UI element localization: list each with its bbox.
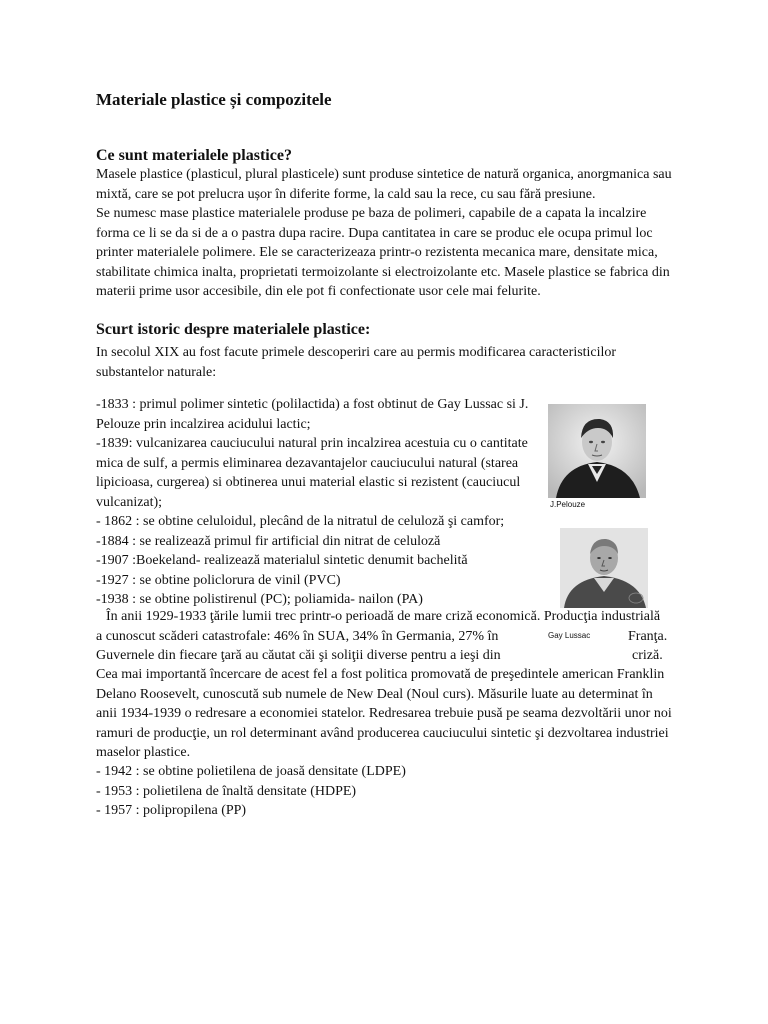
timeline-entry: -1927 : se obtine policlorura de vinil (PVC) [96, 572, 341, 588]
crisis-line-3-left: Guvernele din fiecare ţară au căutat căi şi soliţii diverse pentru a ieşi din [96, 648, 501, 663]
portrait-pelouze [548, 404, 646, 498]
later-timeline [96, 762, 676, 821]
section-heading-what-are-plastics: Ce sunt materialele plastice? [96, 147, 292, 164]
portrait-engraving-icon [548, 404, 646, 498]
crisis-paragraph-rest: Cea mai importantă încercare de acest fel a fost politica promovată de preşedintele american Franklin Delano Roosevelt, cunoscută sub numele de New Deal (Noul curs). Măsurile luate au determinat în anii 1934-1939 o redresare a economiei statelor. Redresarea trebuie pusă pe seama dezvoltării unor noi ramuri de producţie, un rol determinant având producerea cauciucului sintetic şi dezvoltarea industriei maselor plastice. [96, 667, 672, 760]
crisis-line-2-right: Franţa. [628, 629, 668, 644]
history-intro: In secolul XIX au fost facute primele descoperiri care au permis modificarea caracteristicilor substantelor naturale: [96, 345, 617, 380]
timeline-entry: -1884 : se realizează primul fir artificial din nitrat de celuloză [96, 533, 441, 549]
timeline-entry: - 1957 : polipropilena (PP) [96, 803, 247, 818]
portrait-caption-gay-lussac: Gay Lussac [548, 631, 591, 640]
history-timeline [96, 395, 546, 610]
timeline-entry: - 1942 : se obtine polietilena de joasă densitate (LDPE) [96, 764, 406, 779]
crisis-line-1: În anii 1929-1933 ţările lumii trec printr-o perioadă de mare criză economică. Producţia industrială [106, 609, 661, 624]
section-heading-history: Scurt istoric despre materialele plastice: [96, 321, 371, 338]
crisis-line-3-right: criză. [632, 648, 663, 663]
timeline-entry: -1839: vulcanizarea cauciucului natural prin incalzirea acestuia cu o cantitate mica de sulf, a permis eliminarea dezavantajelor cauciucului natural (starea lipicioasa, curgerea) si obtinerea unui material elastic si rezistent (cauciucul vulcanizat); [96, 436, 528, 510]
document-title: Materiale plastice și compozitele [96, 90, 332, 109]
timeline-entry: - 1862 : se obtine celuloidul, plecând de la nitratul de celuloză şi camfor; [96, 514, 505, 529]
timeline-entry: -1938 : se obtine polistirenul (PC); poliamida- nailon (PA) [96, 592, 423, 607]
portrait-gay-lussac [560, 528, 648, 608]
paragraph: Masele plastice (plasticul, plural plasticele) sunt produse sintetice de natură organica, anorgmanica sau mixtă, care se pot prelucra ușor în diferite forme, la cald sau la rece, cu sau fără presiune. [96, 167, 672, 202]
section-body-what-are-plastics [96, 165, 676, 302]
paragraph: Se numesc mase plastice materialele produse pe baza de polimeri, capabile de a capata la incalzire forma ce li se da si de a o pastra dupa racire. Dupa cantitatea in care se produc ele ocupa primul loc printer materialele polimere. Ele se caracterizeaza printr-o rezistenta mecanica mare, densitate mica, stabilitate chimica inalta, proprietati termoizolante si electroizolante etc. Masele plastice se fabrica din materii prime usor accesibile, din ele pot fi confectionate usor cele mai felurite. [96, 206, 670, 299]
timeline-entry: -1833 : primul polimer sintetic (polilactida) a fost obtinut de Gay Lussac si J. Pelouze prin incalzirea acidului lactic; [96, 397, 529, 432]
portrait-engraving-icon [560, 528, 648, 608]
timeline-entry: -1907 :Boekeland- realizează materialul sintetic denumit bachelită [96, 553, 468, 568]
portrait-caption-pelouze: J.Pelouze [550, 500, 586, 509]
crisis-line-2-left: a cunoscut scăderi catastrofale: 46% în SUA, 34% în Germania, 27% în [96, 629, 499, 644]
timeline-entry: - 1953 : polietilena de înaltă densitate (HDPE) [96, 783, 357, 799]
